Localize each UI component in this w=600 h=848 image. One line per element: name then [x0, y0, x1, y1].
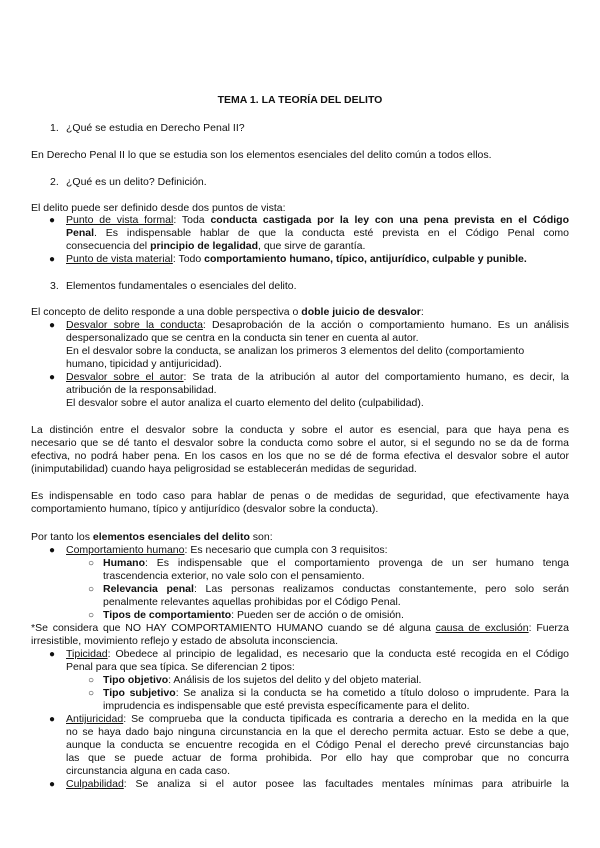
- text: *Se considera que NO HAY COMPORTAMIENTO HUMANO cuando se dé alguna: [31, 622, 436, 634]
- bullet-line: [66, 253, 527, 266]
- bullet-dot: ●: [49, 215, 56, 226]
- paragraph-line: efectiva, no podrá haber pena. En los casos en los que no se dé de forma efectiva el desvalor sobre el autor: [31, 450, 569, 462]
- sub-bullet-line: [103, 557, 569, 570]
- bullet-line: Penal para que sea típica. Se diferencian 2 tipos:: [66, 661, 295, 673]
- bullet-line: las que se puede actuar de forma prohibida. Por ello hay que comprobar que no concurra: [66, 752, 569, 764]
- paragraph-line: La distinción entre el desvalor sobre la conducta y sobre el autor es esencial, para que haya pena es: [31, 424, 569, 436]
- text: : Obedece al principio de legalidad, es necesario que la conducta esté recogida en el Código: [107, 648, 569, 660]
- bold-text: conducta castigada por la ley con una pena prevista en el Código: [210, 214, 569, 226]
- paragraph: [31, 306, 424, 319]
- question-number: 3.: [50, 280, 59, 292]
- text: : Se analiza si la conducta se ha cometido a título doloso o imprudente. Para la: [175, 687, 569, 699]
- paragraph: El delito puede ser definido desde dos puntos de vista:: [31, 202, 286, 214]
- paragraph-line: Es indispensable en todo caso para hablar de penas o de medidas de seguridad, que efectivamente haya: [31, 490, 569, 502]
- text: son:: [249, 531, 273, 543]
- paragraph-line: necesario que se dé tanto el desvalor sobre la conducta como sobre el autor, si el segundo no se da de forma: [31, 437, 569, 449]
- term-comportamiento: Comportamiento humano: [66, 544, 185, 556]
- sub-bullet-line: [103, 609, 404, 622]
- term-desvalor-conducta: Desvalor sobre la conducta: [66, 319, 203, 331]
- bullet-ring: ○: [88, 558, 95, 569]
- note-line: [31, 622, 569, 635]
- text: . Es indispensable hablar de que la conducta esté prevista en el Código Penal como: [94, 227, 569, 239]
- question-number: 2.: [50, 176, 59, 188]
- bold-text: Penal: [66, 227, 95, 239]
- paragraph-line: (inimputabilidad) cuando haya peligrosidad se establecerán medidas de seguridad.: [31, 463, 417, 475]
- bullet-dot: ●: [49, 372, 56, 383]
- text: El concepto de delito responde a una doble perspectiva o: [31, 306, 302, 318]
- text: : Es necesario que cumpla con 3 requisitos:: [184, 544, 388, 556]
- bullet-line: humano, tipicidad y antijuricidad).: [66, 358, 222, 370]
- bullet-dot: ●: [49, 545, 56, 556]
- sub-bullet-line: imprudencia es indispensable que esté prevista específicamente para el delito.: [103, 700, 470, 712]
- bullet-ring: ○: [88, 610, 95, 621]
- bold-text: Tipo subjetivo: [103, 687, 176, 699]
- term-culpabilidad: Culpabilidad: [66, 778, 124, 790]
- bullet-dot: ●: [49, 649, 56, 660]
- bullet-ring: ○: [88, 688, 95, 699]
- sub-bullet-line: [103, 687, 569, 700]
- bullet-line: aunque la conducta se encuentre recogida en el Código Penal el derecho prevé circunstancias bajo: [66, 739, 569, 751]
- text: : Se comprueba que la conducta tipificada es contraria a derecho en la medida en la que: [123, 713, 569, 725]
- bullet-line: El desvalor sobre el autor analiza el cuarto elemento del delito (culpabilidad).: [66, 397, 424, 409]
- bold-text: Relevancia penal: [103, 583, 194, 595]
- sub-bullet-line: [103, 583, 569, 596]
- bullet-line: no se haya dado bajo ninguna circunstancia en la que el derecho permita actuar. Esto se debe a que,: [66, 726, 569, 738]
- paragraph: [31, 531, 273, 544]
- question-heading: Elementos fundamentales o esenciales del delito.: [66, 280, 297, 292]
- term-desvalor-autor: Desvalor sobre el autor: [66, 371, 184, 383]
- bullet-line: despersonalizado que se centra en la conducta sin tener en cuenta al autor.: [66, 332, 419, 344]
- bullet-line: [66, 778, 569, 791]
- paragraph-line: comportamiento humano, típico y antijurídico (desvalor sobre la conducta).: [31, 503, 379, 515]
- term-formal: Punto de vista formal: [66, 214, 174, 226]
- bullet-line: [66, 371, 569, 384]
- text: : Todo: [172, 253, 205, 265]
- note-line: irresistible, movimiento reflejo y estado de absoluta inconsciencia.: [31, 635, 338, 647]
- term-causa-exclusion: causa de exclusión: [435, 622, 529, 634]
- question-heading: ¿Qué es un delito? Definición.: [66, 176, 207, 188]
- bold-text: comportamiento humano, típico, antijurídico, culpable y punible.: [204, 253, 527, 265]
- bold-text: Tipo objetivo: [103, 674, 169, 686]
- text: , que sirve de garantía.: [258, 240, 366, 252]
- text: Por tanto los: [31, 531, 93, 543]
- text: :: [420, 306, 424, 318]
- question-number: 1.: [50, 122, 59, 134]
- term-antijuricidad: Antijuricidad: [66, 713, 124, 725]
- bullet-line: [66, 319, 569, 332]
- bullet-line: atribución de la responsabilidad.: [66, 384, 217, 396]
- text: : Se trata de la atribución al autor del comportamiento humano, es decir, la: [183, 371, 569, 383]
- bullet-line: [66, 544, 388, 557]
- bullet-dot: ●: [49, 254, 56, 265]
- bullet-dot: ●: [49, 714, 56, 725]
- bullet-line: circunstancia alguna en cada caso.: [66, 765, 231, 777]
- term-material: Punto de vista material: [66, 253, 173, 265]
- text: : Fuerza: [528, 622, 569, 634]
- page-title: TEMA 1. LA TEORÍA DEL DELITO: [217, 94, 383, 106]
- sub-bullet-line: penalmente relevantes aquellas prohibidas por el Código Penal.: [103, 596, 401, 608]
- bullet-ring: ○: [88, 584, 95, 595]
- text: : Es indispensable que el comportamiento provenga de un ser humano tenga: [145, 557, 569, 569]
- question-heading: ¿Qué se estudia en Derecho Penal II?: [66, 122, 245, 134]
- bullet-line: [66, 214, 569, 227]
- bullet-line: En el desvalor sobre la conducta, se analizan los primeros 3 elementos del delito (comportamiento: [66, 345, 525, 357]
- bold-text: principio de legalidad: [150, 240, 258, 252]
- bullet-line: [66, 240, 365, 253]
- term-tipicidad: Tipicidad: [66, 648, 108, 660]
- text: : Se analiza si el autor posee las facultades mentales mínimas para atribuirle la: [123, 778, 569, 790]
- bullet-line: [66, 227, 569, 240]
- text: : Pueden ser de acción o de omisión.: [231, 609, 404, 621]
- bold-text: elementos esenciales del delito: [92, 531, 250, 543]
- text: : Análisis de los sujetos del delito y del objeto material.: [168, 674, 422, 686]
- bullet-line: [66, 713, 569, 726]
- text: : Toda: [173, 214, 211, 226]
- text: : Desaprobación de la acción o comportamiento humano. Es un análisis: [202, 319, 569, 331]
- bullet-ring: ○: [88, 675, 95, 686]
- bold-text: Humano: [103, 557, 145, 569]
- sub-bullet-line: [103, 674, 421, 687]
- bullet-dot: ●: [49, 779, 56, 790]
- sub-bullet-line: trascendencia exterior, no vale solo con el pensamiento.: [103, 570, 365, 582]
- paragraph: En Derecho Penal II lo que se estudia son los elementos esenciales del delito común a todos ellos.: [31, 149, 492, 161]
- bold-text: doble juicio de desvalor: [301, 306, 421, 318]
- bullet-dot: ●: [49, 320, 56, 331]
- bullet-line: [66, 648, 569, 661]
- text: : Las personas realizamos conductas constantemente, pero solo serán: [193, 583, 570, 595]
- bold-text: Tipos de comportamiento: [103, 609, 232, 621]
- text: consecuencia del: [66, 240, 151, 252]
